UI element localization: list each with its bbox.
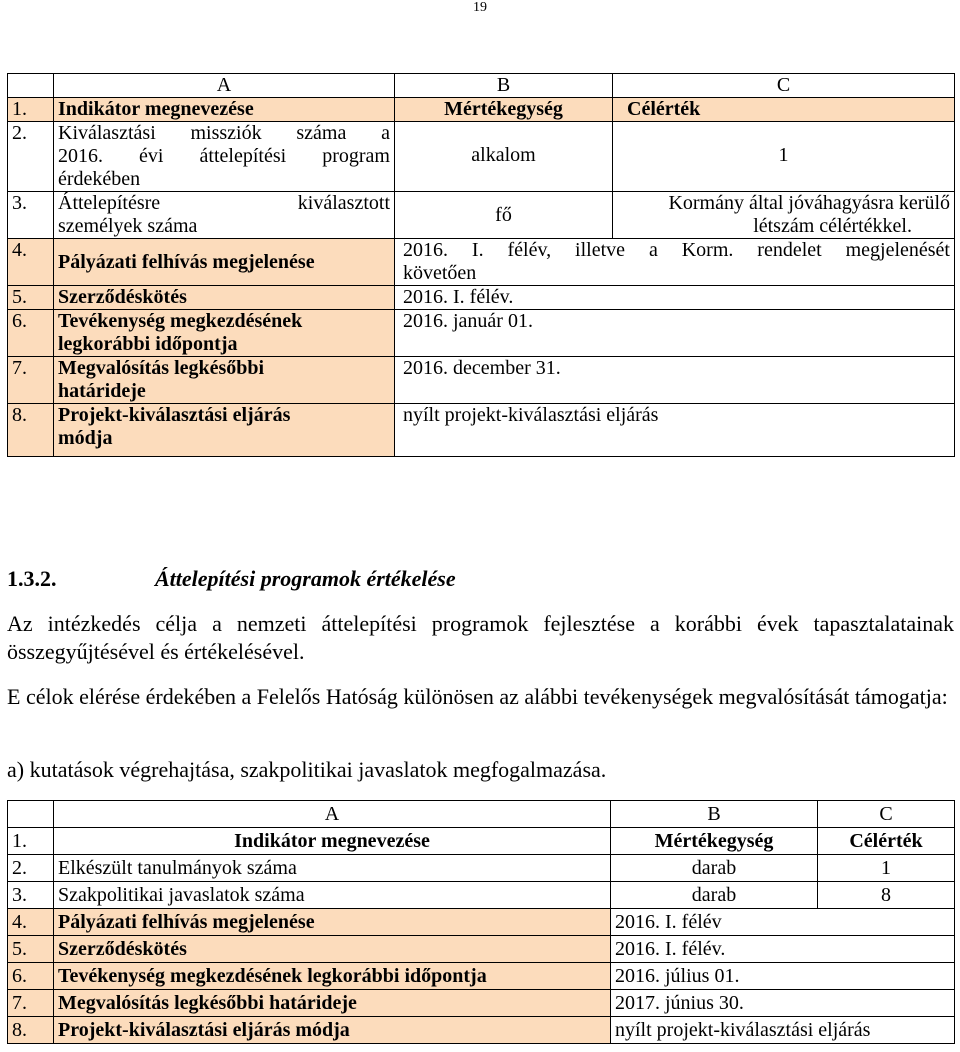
page-number: 19 [473, 0, 487, 15]
row-number: 4. [8, 239, 54, 286]
target-cell: Célérték [613, 98, 955, 122]
row-number: 4. [8, 909, 54, 936]
unit-cell: fő [395, 192, 613, 239]
row-label: Pályázati felhívás megjelenése [54, 909, 611, 936]
unit-cell: Mértékegység [395, 98, 613, 122]
row-label: Tevékenység megkezdésének legkorábbi időpontja [54, 963, 611, 990]
table-header-row [8, 801, 955, 828]
row-label: Megvalósítás legkésőbbi határideje [54, 990, 611, 1017]
row-number: 3. [8, 192, 54, 239]
target-cell: 8 [818, 882, 955, 909]
header-cell-a: A [54, 74, 395, 98]
value-cell: nyílt projekt-kiválasztási eljárás [611, 1017, 955, 1044]
table-row [8, 909, 955, 936]
table-row [8, 239, 955, 286]
row-label: Indikátor megnevezése [54, 98, 395, 122]
value-cell: 2017. június 30. [611, 990, 955, 1017]
row-number: 6. [8, 310, 54, 357]
value-cell: 2016. január 01. [395, 310, 955, 357]
table-row [8, 855, 955, 882]
table-row [8, 122, 955, 192]
table-header-row [8, 74, 955, 98]
unit-cell: alkalom [395, 122, 613, 192]
header-cell-a: A [54, 801, 611, 828]
row-number: 1. [8, 828, 54, 855]
value-cell: nyílt projekt-kiválasztási eljárás [395, 404, 955, 457]
value-cell: 2016. I. félév. [611, 936, 955, 963]
section-number: 1.3.2. [7, 566, 57, 591]
row-number: 2. [8, 122, 54, 192]
row-label: Tevékenység megkezdésének legkorábbi időpontja [54, 310, 395, 357]
unit-cell: darab [611, 855, 818, 882]
table-row [8, 357, 955, 404]
paragraph: a) kutatások végrehajtása, szakpolitikai javaslatok megfogalmazása. [7, 757, 607, 782]
target-cell: Célérték [818, 828, 955, 855]
unit-cell: darab [611, 882, 818, 909]
row-label: Áttelepítésre kiválasztott személyek száma [54, 192, 395, 239]
table-row [8, 828, 955, 855]
row-number: 5. [8, 936, 54, 963]
row-number: 5. [8, 286, 54, 310]
row-number: 7. [8, 990, 54, 1017]
table-row [8, 310, 955, 357]
row-number: 7. [8, 357, 54, 404]
paragraph: E célok elérése érdekében a Felelős Hatóság különösen az alábbi tevékenységek megvalósítását támogatja: [7, 684, 948, 709]
table-row [8, 192, 955, 239]
value-cell: 2016. I. félév [611, 909, 955, 936]
table-row [8, 963, 955, 990]
paragraph: Az intézkedés célja a nemzeti áttelepítési programok fejlesztése a korábbi évek tapasztalatainak összegyűjtésével és értékelésével. [7, 611, 954, 664]
unit-cell: Mértékegység [611, 828, 818, 855]
table-row [8, 990, 955, 1017]
row-label: Kiválasztási missziók száma a 2016. évi áttelepítési program érdekében [54, 122, 395, 192]
row-number: 1. [8, 98, 54, 122]
section-title: Áttelepítési programok értékelése [155, 566, 456, 591]
row-number: 3. [8, 882, 54, 909]
indicator-table-1 [7, 73, 955, 457]
value-cell: 2016. I. félév, illetve a Korm. rendelet megjelenését követően [395, 239, 955, 286]
table-row [8, 286, 955, 310]
table-row [8, 936, 955, 963]
table-row [8, 404, 955, 457]
table-row [8, 1017, 955, 1044]
value-cell: 2016. december 31. [395, 357, 955, 404]
row-label: Szerződéskötés [54, 936, 611, 963]
row-label: Projekt-kiválasztási eljárás módja [54, 404, 395, 457]
header-cell-c: C [818, 801, 955, 828]
row-number: 2. [8, 855, 54, 882]
header-cell-c: C [613, 74, 955, 98]
row-label: Szakpolitikai javaslatok száma [54, 882, 611, 909]
value-cell: 2016. július 01. [611, 963, 955, 990]
table-row [8, 882, 955, 909]
row-label: Projekt-kiválasztási eljárás módja [54, 1017, 611, 1044]
row-label: Indikátor megnevezése [54, 828, 611, 855]
indicator-table-2 [7, 800, 955, 1044]
row-label: Elkészült tanulmányok száma [54, 855, 611, 882]
row-label: Szerződéskötés [54, 286, 395, 310]
target-cell: Kormány által jóváhagyásra kerülő létszám célértékkel. [613, 192, 955, 239]
target-cell: 1 [818, 855, 955, 882]
target-cell: 1 [613, 122, 955, 192]
value-cell: 2016. I. félév. [395, 286, 955, 310]
row-number: 8. [8, 404, 54, 457]
header-cell-b: B [611, 801, 818, 828]
row-label: Megvalósítás legkésőbbi határideje [54, 357, 395, 404]
header-cell-b: B [395, 74, 613, 98]
table-row [8, 98, 955, 122]
row-number: 6. [8, 963, 54, 990]
row-label: Pályázati felhívás megjelenése [54, 239, 395, 286]
row-number: 8. [8, 1017, 54, 1044]
